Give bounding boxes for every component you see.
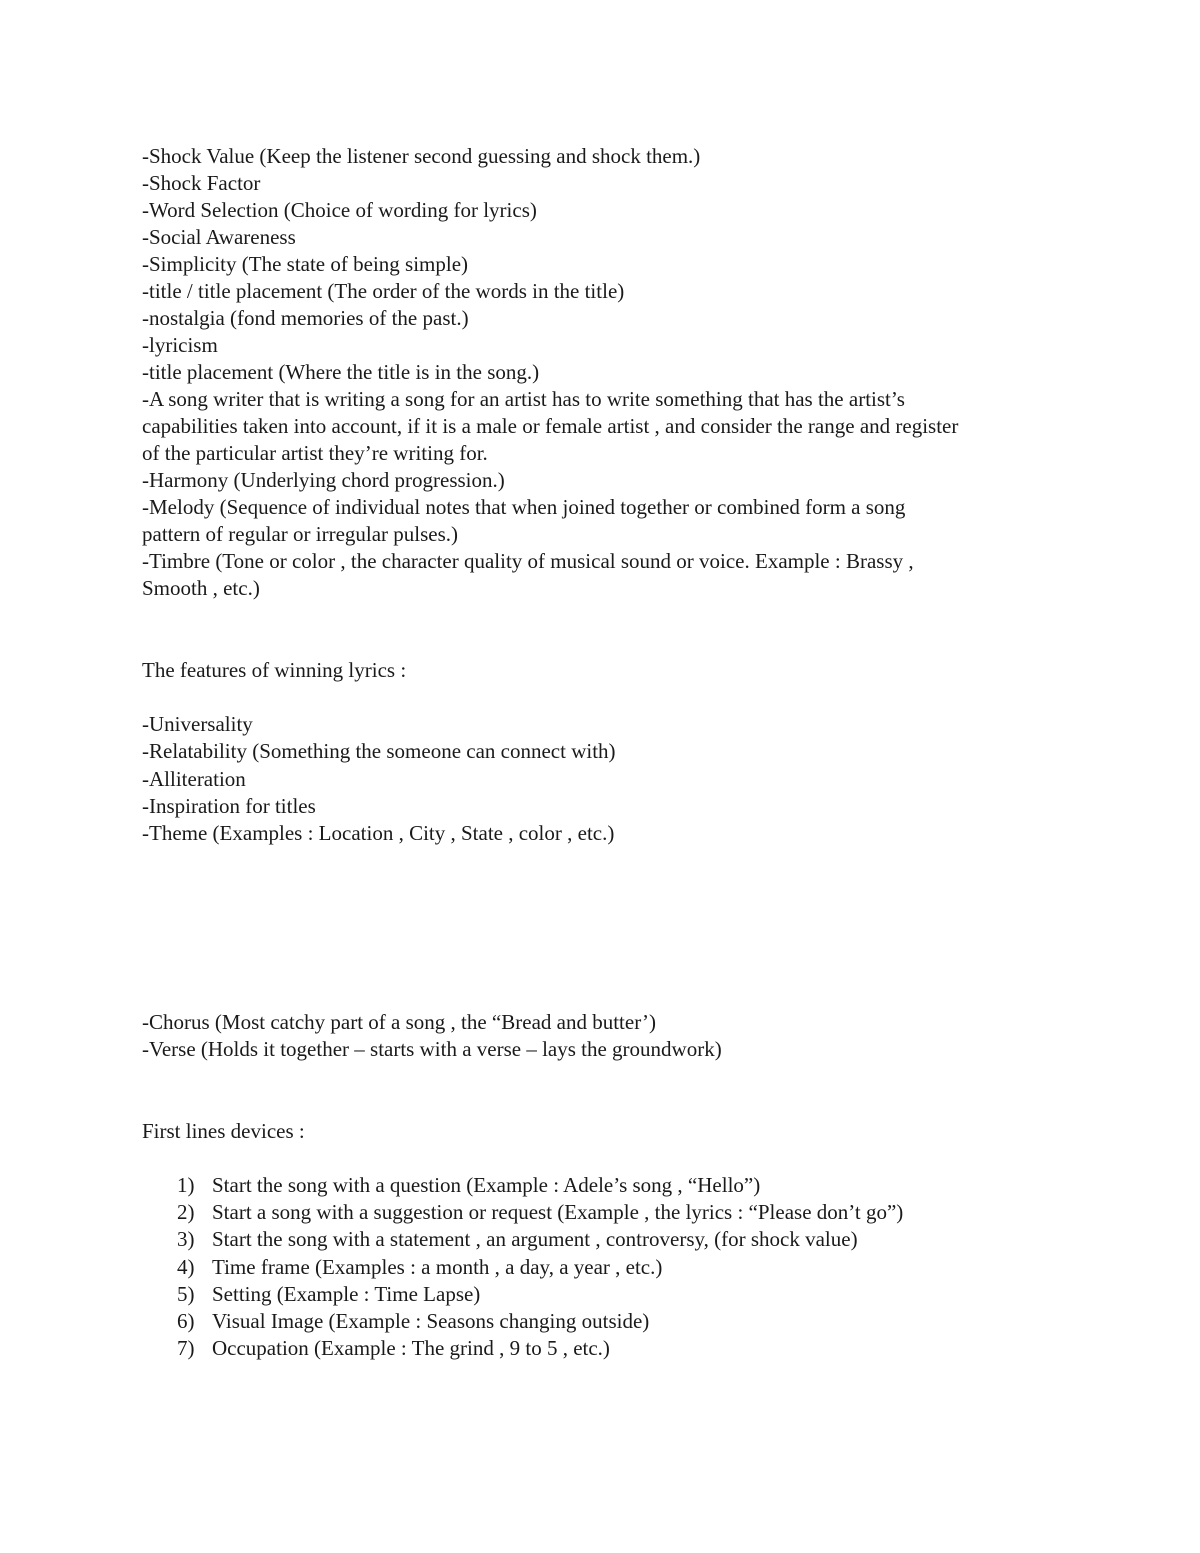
feature-item: -Theme (Examples : Location , City , State , color , etc.) <box>142 821 615 845</box>
list-number: 3) <box>177 1227 195 1251</box>
list-number: 6) <box>177 1309 195 1333</box>
list-number: 5) <box>177 1282 195 1306</box>
feature-item: -Alliteration <box>142 767 246 791</box>
note-line: -nostalgia (fond memories of the past.) <box>142 306 469 330</box>
note-line: -title placement (Where the title is in the song.) <box>142 360 540 384</box>
list-number: 1) <box>177 1173 195 1197</box>
song-part-item: -Chorus (Most catchy part of a song , the “Bread and butter’) <box>142 1010 656 1034</box>
note-line: -title / title placement (The order of the words in the title) <box>142 279 625 303</box>
note-line: pattern of regular or irregular pulses.) <box>142 522 459 546</box>
song-part-item: -Verse (Holds it together – starts with a verse – lays the groundwork) <box>142 1037 722 1061</box>
features-heading: The features of winning lyrics : <box>142 658 407 682</box>
note-line: of the particular artist they’re writing for. <box>142 441 488 465</box>
note-line: -A song writer that is writing a song for an artist has to write something that has the artist’s <box>142 387 905 411</box>
note-line: -Shock Factor <box>142 171 261 195</box>
note-line: -lyricism <box>142 333 218 357</box>
note-line: -Timbre (Tone or color , the character quality of musical sound or voice. Example : Brassy , <box>142 549 914 573</box>
note-line: -Simplicity (The state of being simple) <box>142 252 469 276</box>
note-line: -Shock Value (Keep the listener second guessing and shock them.) <box>142 144 701 168</box>
first-lines-heading: First lines devices : <box>142 1119 305 1143</box>
feature-item: -Universality <box>142 712 253 736</box>
note-line: Smooth , etc.) <box>142 576 260 600</box>
feature-item: -Relatability (Something the someone can connect with) <box>142 739 616 763</box>
note-line: -Social Awareness <box>142 225 296 249</box>
list-item-text: Visual Image (Example : Seasons changing outside) <box>212 1309 650 1333</box>
note-line: capabilities taken into account, if it is a male or female artist , and consider the range and register <box>142 414 959 438</box>
list-number: 4) <box>177 1255 195 1279</box>
list-item-text: Start a song with a suggestion or request (Example , the lyrics : “Please don’t go”) <box>212 1200 904 1224</box>
list-item-text: Setting (Example : Time Lapse) <box>212 1282 481 1306</box>
list-item-text: Start the song with a question (Example : Adele’s song , “Hello”) <box>212 1173 761 1197</box>
list-number: 2) <box>177 1200 195 1224</box>
note-line: -Word Selection (Choice of wording for lyrics) <box>142 198 537 222</box>
note-line: -Harmony (Underlying chord progression.) <box>142 468 505 492</box>
list-item-text: Occupation (Example : The grind , 9 to 5 , etc.) <box>212 1336 610 1360</box>
list-item-text: Time frame (Examples : a month , a day, a year , etc.) <box>212 1255 663 1279</box>
feature-item: -Inspiration for titles <box>142 794 316 818</box>
note-line: -Melody (Sequence of individual notes that when joined together or combined form a song <box>142 495 906 519</box>
list-number: 7) <box>177 1336 195 1360</box>
list-item-text: Start the song with a statement , an argument , controversy, (for shock value) <box>212 1227 858 1251</box>
